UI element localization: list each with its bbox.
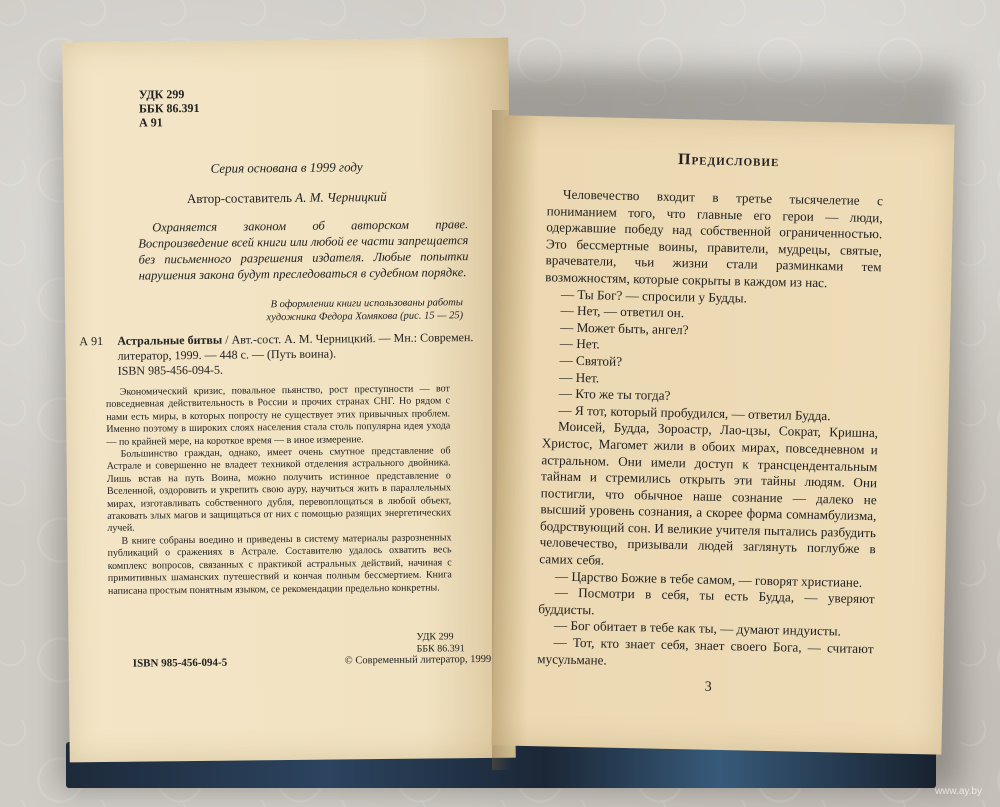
page-number: 3 <box>704 679 712 695</box>
abstract-paragraph: В книге собраны воедино и приведены в систему материалы разрозненных публикаций о сражениях в Астрале. Составителю удалось охватить весь комплекс вопросов, связанных с практикой астральных действий, начиная с примитивных шаманских путешествий и кончая полным бессмертием. Книга написана простым понятным языком, се рекомендации предельно конкретны. <box>107 532 452 597</box>
author-label: Автор-составитель <box>186 189 296 207</box>
left-page-copyright <box>62 38 516 763</box>
preface-paragraph: — Святой? <box>559 352 623 369</box>
preface-paragraph: — Нет, — ответил он. <box>560 302 685 321</box>
catalog-title: Астральные битвы <box>117 332 223 348</box>
udk-bottom <box>416 631 464 656</box>
preface-paragraph: — Ты Бог? — спросили у Будды. <box>560 286 748 306</box>
bbk-line: ББК 86.391 <box>138 100 200 116</box>
preface-heading: Предисловие <box>677 151 780 171</box>
preface-body <box>537 186 883 674</box>
isbn-footer: ISBN 985-456-094-5 <box>132 656 228 670</box>
right-page-preface <box>491 115 954 754</box>
preface-paragraph: — Бог обитает в тебе как ты, — думают индуисты. <box>553 617 842 639</box>
preface-paragraph: — Посмотри в себя, ты есть Будда, — уверяют буддисты. <box>538 584 875 618</box>
udk-block <box>139 87 200 130</box>
preface-paragraph: — Царство Божие в тебе самом, — говорят христиане. <box>554 568 863 590</box>
site-watermark: www.ay.by <box>934 786 982 797</box>
book-abstract <box>106 383 452 597</box>
bbk-bottom-line: ББК 86.391 <box>416 643 465 655</box>
preface-paragraph: — Тот, кто знает себя, знает своего Бога, — считают мусульмане. <box>537 634 874 668</box>
catalog-code: А 91 <box>79 333 104 349</box>
abstract-paragraph: Большинство граждан, однако, имеет очень смутное представление об Астрале и совершенно не владеет техникой отделения астрального двойника. Лишь встав на путь Воина, можно получить истинное представление о Вселенной, оздоровить и укрепить свою ауру, научиться жить в параллельных мирах, изготавливать собственного дубля, перевоплощаться в любой объект, атаковать злых магов и защищаться от них с помощью разящих энергетических лучей. <box>106 445 452 535</box>
author-mark-line: А 91 <box>139 115 163 130</box>
preface-paragraph: Человечество входит в третье тысячелетие с пониманием того, что главные его герои — люди, одержавшие победу над собственной ограниченностью. Это бессмертные воины, правители, мудрецы, святые, врачеватели, чьи жизни стали разминками тем возможностям, которые сокрыты в каждом из нас. <box>545 186 884 291</box>
udk-line: УДК 299 <box>138 87 185 102</box>
catalog-details: / Авт.-сост. А. М. Черницкий. — Мн.: Современ. литератор, 1999. — 448 с. — (Путь воина). <box>117 330 474 363</box>
copyright-footer: © Современный литератор, 1999 <box>344 653 492 667</box>
author-name: А. М. Черницкий <box>295 188 387 205</box>
preface-paragraph: — Нет. <box>559 369 600 385</box>
copyright-notice: Охраняется законом об авторском праве. Воспроизведение всей книги или любой ее части запрещается без письменного разрешения издателя. Любые попытки нарушения закона будут преследоваться в судебном порядке. <box>138 217 469 283</box>
illustration-credit-line-2: художника Федора Хомякова (рис. 15 — 25) <box>266 310 464 324</box>
udk-bottom-line: УДК 299 <box>416 631 454 643</box>
catalog-isbn: ISBN 985-456-094-5. <box>117 362 224 378</box>
author-line <box>64 188 510 209</box>
abstract-paragraph: Экономический кризис, повальное пьянство, рост преступности — вот повседневная действительность в России и прочих странах СНГ. Но рядом с нами есть миры, в которых попросту не существует этих привычных проблем. Именно поэтому в широких слоях населения стала столь популярна идея ухода — по крайней мере, на короткое время — в иное измерение. <box>105 383 451 448</box>
preface-paragraph: — Нет. <box>559 335 600 352</box>
series-note: Серия основана в 1999 году <box>210 159 363 176</box>
illustration-credit <box>145 296 463 325</box>
catalog-entry <box>79 330 483 379</box>
preface-paragraph: — Кто же ты тогда? <box>558 385 671 404</box>
preface-paragraph: — Я тот, который пробудился, — ответил Будда. <box>558 402 831 423</box>
preface-paragraph: Моисей, Будда, Зороастр, Лао-цзы, Сократ, Кришна, Христос, Магомет жили в обоих мирах, повседневном и астральном. Они имели доступ к трансцендентальным тайнам и стремились открыть эти тайны людям. Они постигли, что обычное наше сознание — далеко не высший уровень сознания, а скорее форма сомнамбулизма, бодрствующий сон. И великие учителя пытались разбудить человечество, призывали людей заглянуть поглубже в самих себя. <box>539 418 879 568</box>
preface-paragraph: — Может быть, ангел? <box>560 319 689 338</box>
illustration-credit-line-1: В оформлении книги использованы работы <box>270 297 464 311</box>
catalog-entry-text <box>117 330 483 379</box>
